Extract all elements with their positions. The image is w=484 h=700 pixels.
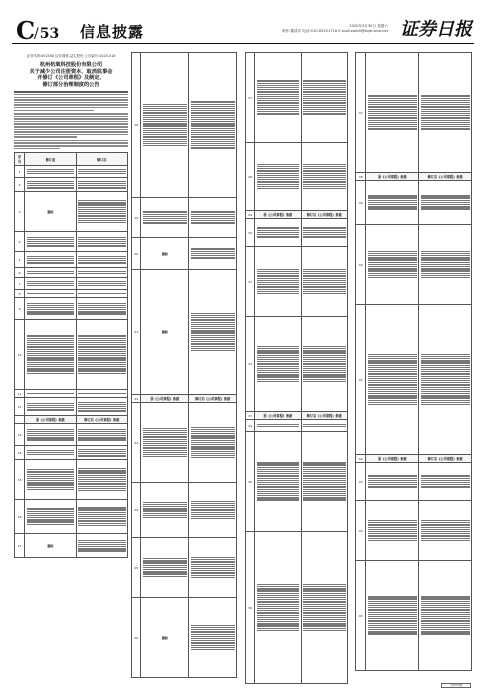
table-head-before: 修订前 <box>25 153 76 166</box>
table3-label-original-2: 原《公司章程》条款 <box>255 412 301 420</box>
table4-label-revised: 修订后《公司章程》条款 <box>419 173 472 181</box>
cell-label-delete-5: 删除 <box>161 635 168 640</box>
article-body <box>14 91 128 149</box>
table3-label-revised: 修订后《公司章程》条款 <box>301 211 347 219</box>
table-label-revised: 修订后《公司章程》条款 <box>76 416 127 424</box>
header-date: 2020年3月30日 星期六 <box>349 24 388 28</box>
article-title-line-2: 关于减少公司注册资本、取消监事会 <box>29 68 113 75</box>
article-title-line-1: 杭州杭氧科技股份有限公司 <box>39 62 103 68</box>
table4-label-revised-2: 修订后《公司章程》条款 <box>419 455 472 463</box>
column-4 <box>355 52 472 682</box>
header-meta <box>282 24 388 34</box>
cell-label-delete-2: 删除 <box>47 543 54 548</box>
amendment-table-4: 37 38 原《公司章程》条款 修订后《公司章程》条款 39 40 41 42 原《公司章程》条款 修订后《公司章程》条款 43 44 45 <box>355 52 472 671</box>
header-contact: 制作:董清宾 电话:010-83251716 E-mail:zqrb9@zqrb.sina.net <box>281 29 388 33</box>
page-number: / 53 <box>34 26 59 42</box>
article-title-line-4: 修订部分治理制度的公告 <box>42 81 100 88</box>
column-2 <box>131 52 237 682</box>
article-title <box>14 62 128 88</box>
amendment-table-1: 序号 修订前 修订后 1 2 3 删除 4 5 6 7 8 9 10 11 12 原《公司章程》条款 修订后《公司章程》条款 13 14 15 16 17 删除 <box>14 152 128 558</box>
amendment-table-3: 27 28 29 原《公司章程》条款 修订后《公司章程》条款 30 31 32 33 原《公司章程》条款 修订后《公司章程》条款 34 35 36 <box>245 52 348 684</box>
table-label-original: 原《公司章程》条款 <box>25 416 76 424</box>
table4-label-original: 原《公司章程》条款 <box>366 173 419 181</box>
cell-label-delete-3: 删除 <box>161 251 168 256</box>
cell-label-delete-4: 删除 <box>161 330 168 334</box>
cell-label-delete: 删除 <box>47 209 54 214</box>
page-header <box>12 18 474 44</box>
column-3 <box>245 52 348 682</box>
page-letter: C <box>16 16 36 45</box>
table2-label-original: 原《公司章程》条款 <box>141 395 189 403</box>
table2-label-revised: 修订后《公司章程》条款 <box>189 395 237 403</box>
table-head-no: 序号 <box>15 153 25 166</box>
section-title: 信息披露 <box>80 23 145 41</box>
table4-label-original-2: 原《公司章程》条款 <box>366 455 419 463</box>
article-code-line: 证券代码:002458 证券简称:益生股份 公告编号:2020-018 <box>26 54 116 58</box>
article-title-line-3: 并修订《公司章程》及制定、 <box>37 75 105 82</box>
continued-note: 下转C54版 <box>441 683 471 688</box>
column-1 <box>14 52 128 682</box>
table3-label-revised-2: 修订后《公司章程》条款 <box>301 412 347 420</box>
table-head-after: 修订后 <box>76 153 127 166</box>
newspaper-logo: 证券日报 <box>400 19 472 40</box>
table3-label-original: 原《公司章程》条款 <box>255 211 301 219</box>
amendment-table-2: 18 19 20 删除 21 删除 22 原《公司章程》条款 修订后《公司章程》条款 23 24 25 26 删除 <box>131 52 237 678</box>
